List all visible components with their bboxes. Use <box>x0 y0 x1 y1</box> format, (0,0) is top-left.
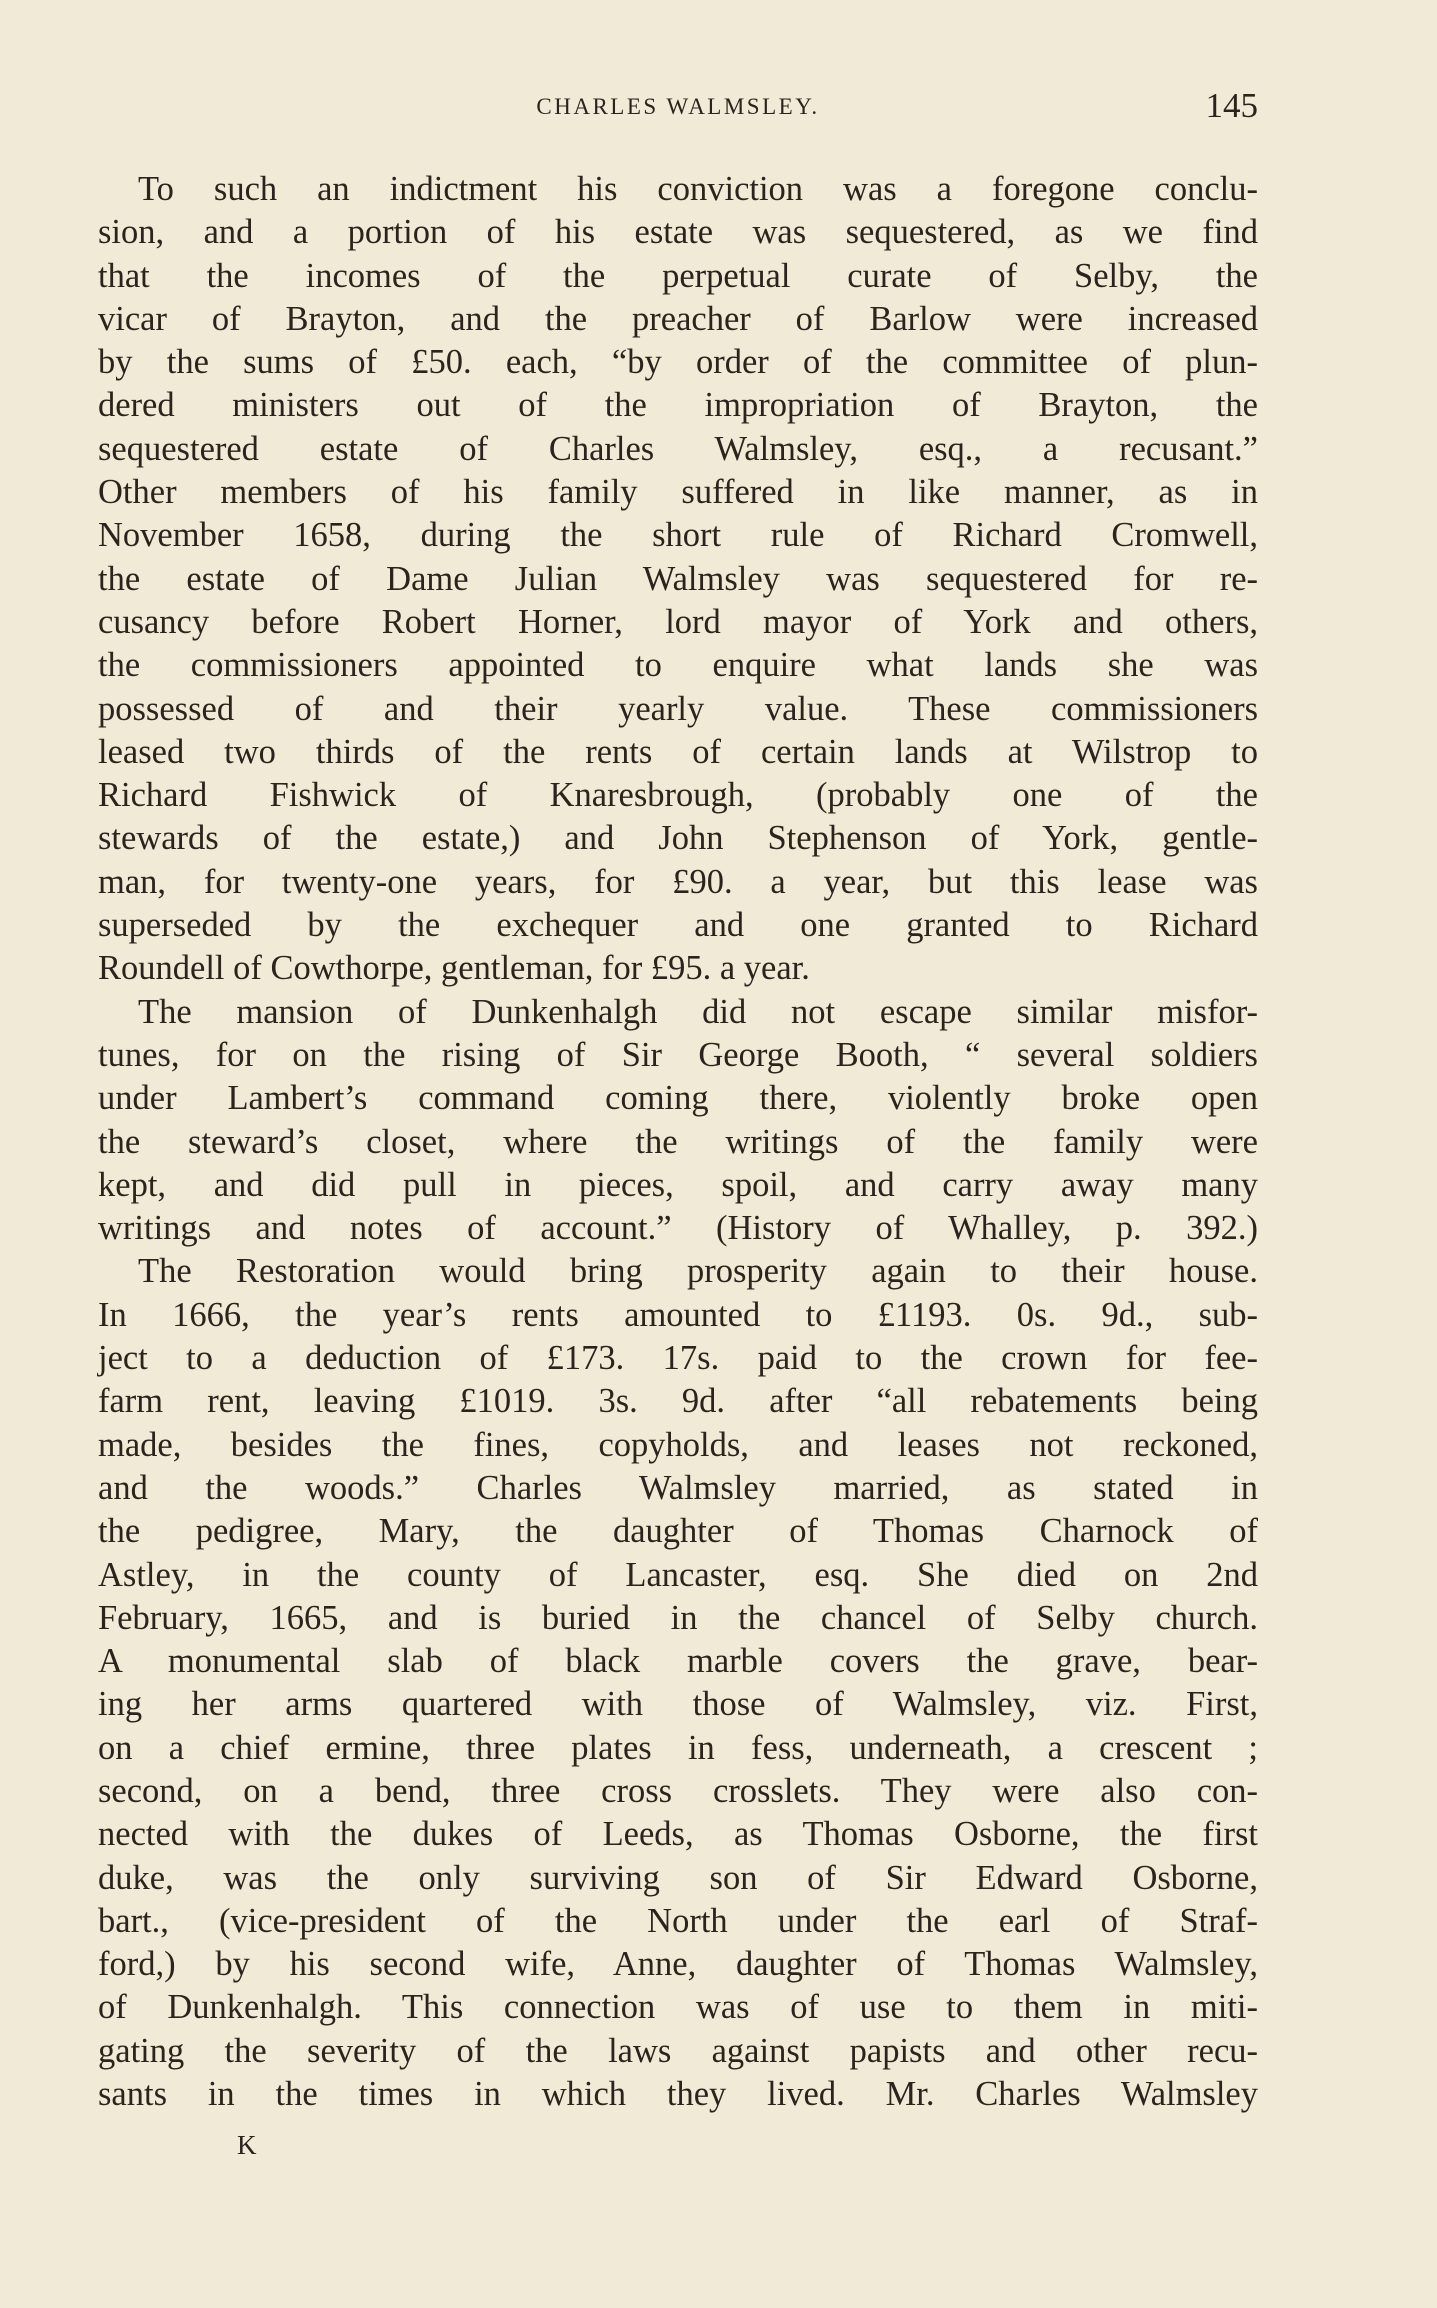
text-line: February, 1665, and is buried in the chancel of Selby church. <box>98 1598 1258 1637</box>
text-line: the estate of Dame Julian Walmsley was sequestered for re- <box>98 559 1258 598</box>
text-line: the pedigree, Mary, the daughter of Thomas Charnock of <box>98 1512 1258 1551</box>
page-number: 145 <box>1205 86 1258 125</box>
text-line: To such an indictment his conviction was a foregone conclu- <box>138 170 1258 208</box>
text-line: A monumental slab of black marble covers the grave, bear- <box>98 1642 1258 1681</box>
text-line: November 1658, during the short rule of Richard Cromwell, <box>98 516 1258 555</box>
text-line: by the sums of £50. each, “by order of the committee of plun- <box>98 343 1258 382</box>
text-line: the steward’s closet, where the writings of the family were <box>98 1122 1258 1161</box>
body-text <box>98 168 1258 2116</box>
text-line: Richard Fishwick of Knaresbrough, (probably one of the <box>98 776 1258 815</box>
text-line: duke, was the only surviving son of Sir Edward Osborne, <box>98 1858 1258 1897</box>
text-line: sequestered estate of Charles Walmsley, esq., a recusant.” <box>98 429 1258 468</box>
text-line: The Restoration would bring prosperity again to their house. <box>138 1252 1258 1291</box>
text-line: ject to a deduction of £173. 17s. paid to the crown for fee- <box>98 1339 1258 1378</box>
text-line: second, on a bend, three cross crosslets. They were also con- <box>98 1771 1258 1810</box>
signature-mark: K <box>237 2130 258 2160</box>
text-line: man, for twenty-one years, for £90. a year, but this lease was <box>98 862 1258 901</box>
text-line: The mansion of Dunkenhalgh did not escape similar misfor- <box>138 992 1258 1031</box>
text-line: Astley, in the county of Lancaster, esq. She died on 2nd <box>98 1555 1258 1594</box>
text-line: gating the severity of the laws against papists and other recu- <box>98 2031 1258 2070</box>
text-line: dered ministers out of the impropriation of Brayton, the <box>98 386 1258 425</box>
text-line: bart., (vice-president of the North under the earl of Straf- <box>98 1901 1258 1940</box>
text-line: of Dunkenhalgh. This connection was of use to them in miti- <box>98 1988 1258 2027</box>
text-line: that the incomes of the perpetual curate of Selby, the <box>98 256 1258 295</box>
running-title: CHARLES WALMSLEY. <box>536 94 820 119</box>
text-line: writings and notes of account.” (History of Whalley, p. 392.) <box>98 1209 1258 1248</box>
text-line: ing her arms quartered with those of Walmsley, viz. First, <box>98 1685 1258 1724</box>
text-line: kept, and did pull in pieces, spoil, and carry away many <box>98 1165 1258 1204</box>
text-line: sants in the times in which they lived. Mr. Charles Walmsley <box>98 2075 1258 2114</box>
text-line: nected with the dukes of Leeds, as Thomas Osborne, the first <box>98 1815 1258 1854</box>
text-line: vicar of Brayton, and the preacher of Barlow were increased <box>98 299 1258 338</box>
text-line: ford,) by his second wife, Anne, daughter of Thomas Walmsley, <box>98 1945 1258 1984</box>
text-line: the commissioners appointed to enquire what lands she was <box>98 646 1258 685</box>
text-line: tunes, for on the rising of Sir George Booth, “ several soldiers <box>98 1035 1258 1074</box>
text-line: made, besides the fines, copyholds, and leases not reckoned, <box>98 1425 1258 1464</box>
text-line: cusancy before Robert Horner, lord mayor of York and others, <box>98 602 1258 641</box>
text-line: on a chief ermine, three plates in fess, underneath, a crescent ; <box>98 1728 1258 1767</box>
text-line: stewards of the estate,) and John Stephenson of York, gentle- <box>98 819 1258 858</box>
text-line: leased two thirds of the rents of certain lands at Wilstrop to <box>98 732 1258 771</box>
text-line: In 1666, the year’s rents amounted to £1193. 0s. 9d., sub- <box>98 1295 1258 1334</box>
running-head <box>98 86 1258 126</box>
text-line: and the woods.” Charles Walmsley married, as stated in <box>98 1468 1258 1507</box>
text-line: Other members of his family suffered in like manner, as in <box>98 473 1258 512</box>
text-line: superseded by the exchequer and one granted to Richard <box>98 906 1258 945</box>
text-line: possessed of and their yearly value. These commissioners <box>98 689 1258 728</box>
text-line: under Lambert’s command coming there, violently broke open <box>98 1079 1258 1118</box>
text-line: sion, and a portion of his estate was sequestered, as we find <box>98 213 1258 252</box>
text-line: farm rent, leaving £1019. 3s. 9d. after “all rebatements being <box>98 1382 1258 1421</box>
text-line: Roundell of Cowthorpe, gentleman, for £95. a year. <box>98 949 810 988</box>
